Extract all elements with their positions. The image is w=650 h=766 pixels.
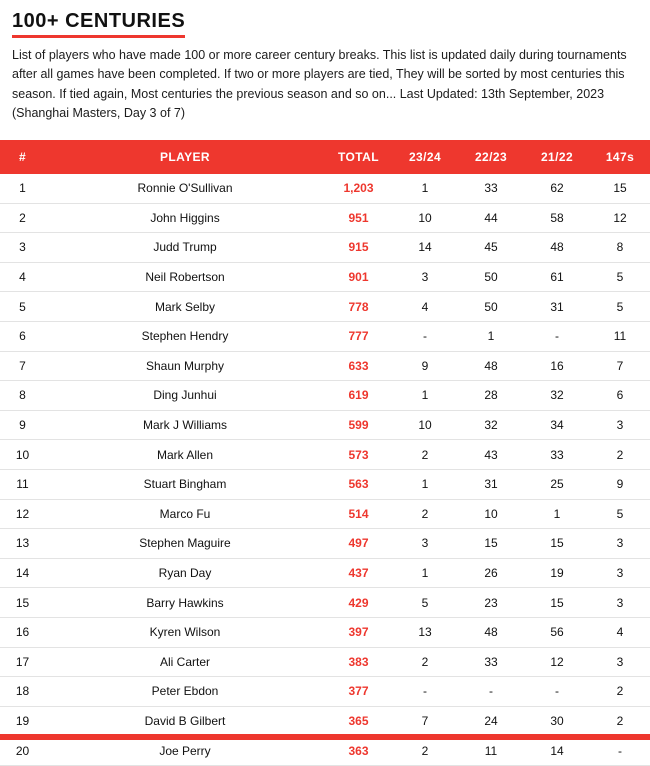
player-cell: John Higgins xyxy=(45,203,325,233)
season-2223-cell: 15 xyxy=(458,529,524,559)
season-2122-cell: 32 xyxy=(524,381,590,411)
player-cell: Shaun Murphy xyxy=(45,351,325,381)
season-2223-cell: 26 xyxy=(458,558,524,588)
season-2122-cell: 25 xyxy=(524,469,590,499)
page-intro xyxy=(0,0,650,132)
header-rank: # xyxy=(0,140,45,174)
season-2324-cell: 4 xyxy=(392,292,458,322)
player-cell: Kyren Wilson xyxy=(45,617,325,647)
season-2122-cell: 33 xyxy=(524,440,590,470)
season-2324-cell: 9 xyxy=(392,351,458,381)
season-2223-cell: 32 xyxy=(458,410,524,440)
centuries-table xyxy=(0,140,650,766)
player-cell: Neil Robertson xyxy=(45,262,325,292)
147s-cell: 5 xyxy=(590,499,650,529)
player-cell: Judd Trump xyxy=(45,233,325,263)
147s-cell: 2 xyxy=(590,706,650,736)
rank-cell: 16 xyxy=(0,617,45,647)
table-row xyxy=(0,736,650,766)
total-cell: 619 xyxy=(325,381,392,411)
147s-cell: 3 xyxy=(590,647,650,677)
season-2223-cell: 50 xyxy=(458,292,524,322)
rank-cell: 4 xyxy=(0,262,45,292)
season-2223-cell: 33 xyxy=(458,174,524,204)
player-cell: Stephen Hendry xyxy=(45,321,325,351)
season-2122-cell: 34 xyxy=(524,410,590,440)
next-section-bar xyxy=(0,734,650,740)
season-2223-cell: 48 xyxy=(458,617,524,647)
season-2324-cell: 1 xyxy=(392,381,458,411)
season-2122-cell: 56 xyxy=(524,617,590,647)
season-2324-cell: 3 xyxy=(392,262,458,292)
147s-cell: 12 xyxy=(590,203,650,233)
season-2324-cell: - xyxy=(392,677,458,707)
table-row xyxy=(0,233,650,263)
table-row xyxy=(0,381,650,411)
147s-cell: 3 xyxy=(590,410,650,440)
table-row xyxy=(0,677,650,707)
player-cell: Mark Selby xyxy=(45,292,325,322)
rank-cell: 9 xyxy=(0,410,45,440)
147s-cell: 8 xyxy=(590,233,650,263)
rank-cell: 10 xyxy=(0,440,45,470)
total-cell: 383 xyxy=(325,647,392,677)
table-row xyxy=(0,321,650,351)
rank-cell: 14 xyxy=(0,558,45,588)
season-2324-cell: 10 xyxy=(392,410,458,440)
player-cell: Ali Carter xyxy=(45,647,325,677)
season-2122-cell: 12 xyxy=(524,647,590,677)
season-2122-cell: 14 xyxy=(524,736,590,766)
player-cell: Ryan Day xyxy=(45,558,325,588)
player-cell: Ding Junhui xyxy=(45,381,325,411)
total-cell: 573 xyxy=(325,440,392,470)
table-row xyxy=(0,617,650,647)
total-cell: 951 xyxy=(325,203,392,233)
147s-cell: 11 xyxy=(590,321,650,351)
total-cell: 363 xyxy=(325,736,392,766)
season-2122-cell: 61 xyxy=(524,262,590,292)
total-cell: 777 xyxy=(325,321,392,351)
table-row xyxy=(0,203,650,233)
player-cell: David B Gilbert xyxy=(45,706,325,736)
table-row xyxy=(0,588,650,618)
table-row xyxy=(0,558,650,588)
page-title: 100+ CENTURIES xyxy=(12,10,185,38)
player-cell: Mark J Williams xyxy=(45,410,325,440)
rank-cell: 7 xyxy=(0,351,45,381)
player-cell: Peter Ebdon xyxy=(45,677,325,707)
rank-cell: 3 xyxy=(0,233,45,263)
header-season-2324: 23/24 xyxy=(392,140,458,174)
147s-cell: 2 xyxy=(590,677,650,707)
player-cell: Stephen Maguire xyxy=(45,529,325,559)
season-2223-cell: 23 xyxy=(458,588,524,618)
season-2223-cell: - xyxy=(458,677,524,707)
player-cell: Stuart Bingham xyxy=(45,469,325,499)
total-cell: 497 xyxy=(325,529,392,559)
table-row xyxy=(0,440,650,470)
season-2122-cell: 30 xyxy=(524,706,590,736)
rank-cell: 18 xyxy=(0,677,45,707)
147s-cell: 9 xyxy=(590,469,650,499)
table-row xyxy=(0,351,650,381)
147s-cell: 2 xyxy=(590,440,650,470)
season-2223-cell: 28 xyxy=(458,381,524,411)
table-body xyxy=(0,174,650,766)
player-cell: Ronnie O'Sullivan xyxy=(45,174,325,204)
total-cell: 377 xyxy=(325,677,392,707)
rank-cell: 6 xyxy=(0,321,45,351)
season-2324-cell: 13 xyxy=(392,617,458,647)
season-2324-cell: - xyxy=(392,321,458,351)
total-cell: 1,203 xyxy=(325,174,392,204)
season-2122-cell: 16 xyxy=(524,351,590,381)
rank-cell: 20 xyxy=(0,736,45,766)
season-2324-cell: 2 xyxy=(392,736,458,766)
season-2122-cell: 19 xyxy=(524,558,590,588)
season-2122-cell: 31 xyxy=(524,292,590,322)
rank-cell: 19 xyxy=(0,706,45,736)
season-2324-cell: 10 xyxy=(392,203,458,233)
season-2324-cell: 14 xyxy=(392,233,458,263)
table-row xyxy=(0,292,650,322)
player-cell: Marco Fu xyxy=(45,499,325,529)
table-header-row xyxy=(0,140,650,174)
147s-cell: 4 xyxy=(590,617,650,647)
season-2122-cell: 15 xyxy=(524,529,590,559)
rank-cell: 11 xyxy=(0,469,45,499)
season-2324-cell: 2 xyxy=(392,440,458,470)
season-2223-cell: 1 xyxy=(458,321,524,351)
total-cell: 915 xyxy=(325,233,392,263)
season-2122-cell: 1 xyxy=(524,499,590,529)
total-cell: 429 xyxy=(325,588,392,618)
table-row xyxy=(0,469,650,499)
rank-cell: 15 xyxy=(0,588,45,618)
147s-cell: 15 xyxy=(590,174,650,204)
147s-cell: 3 xyxy=(590,529,650,559)
147s-cell: 3 xyxy=(590,588,650,618)
table-row xyxy=(0,499,650,529)
147s-cell: 6 xyxy=(590,381,650,411)
total-cell: 778 xyxy=(325,292,392,322)
season-2122-cell: 62 xyxy=(524,174,590,204)
season-2122-cell: - xyxy=(524,677,590,707)
header-season-2122: 21/22 xyxy=(524,140,590,174)
season-2324-cell: 5 xyxy=(392,588,458,618)
total-cell: 633 xyxy=(325,351,392,381)
season-2223-cell: 45 xyxy=(458,233,524,263)
page-description: List of players who have made 100 or more career century breaks. This list is updated daily during tournaments after all games have been completed. If two or more players are tied, They will be sorted by most centuries this season. If tied again, Most centuries the previous season and so on... Last Updated: 13th September, 2023 (Shanghai Masters, Day 3 of 7) xyxy=(12,48,627,121)
table-row xyxy=(0,174,650,204)
header-player: PLAYER xyxy=(45,140,325,174)
header-147s: 147s xyxy=(590,140,650,174)
147s-cell: 5 xyxy=(590,262,650,292)
147s-cell: 7 xyxy=(590,351,650,381)
season-2324-cell: 1 xyxy=(392,469,458,499)
rank-cell: 1 xyxy=(0,174,45,204)
rank-cell: 2 xyxy=(0,203,45,233)
season-2223-cell: 50 xyxy=(458,262,524,292)
table-row xyxy=(0,647,650,677)
rank-cell: 12 xyxy=(0,499,45,529)
season-2324-cell: 3 xyxy=(392,529,458,559)
header-total: TOTAL xyxy=(325,140,392,174)
player-cell: Joe Perry xyxy=(45,736,325,766)
table-row xyxy=(0,410,650,440)
total-cell: 599 xyxy=(325,410,392,440)
total-cell: 397 xyxy=(325,617,392,647)
season-2324-cell: 2 xyxy=(392,647,458,677)
rank-cell: 5 xyxy=(0,292,45,322)
rank-cell: 13 xyxy=(0,529,45,559)
rank-cell: 8 xyxy=(0,381,45,411)
total-cell: 901 xyxy=(325,262,392,292)
season-2223-cell: 10 xyxy=(458,499,524,529)
147s-cell: 3 xyxy=(590,558,650,588)
total-cell: 563 xyxy=(325,469,392,499)
season-2122-cell: - xyxy=(524,321,590,351)
season-2324-cell: 7 xyxy=(392,706,458,736)
season-2122-cell: 15 xyxy=(524,588,590,618)
table-row xyxy=(0,529,650,559)
header-season-2223: 22/23 xyxy=(458,140,524,174)
season-2223-cell: 31 xyxy=(458,469,524,499)
total-cell: 437 xyxy=(325,558,392,588)
total-cell: 365 xyxy=(325,706,392,736)
table-row xyxy=(0,262,650,292)
table-row xyxy=(0,706,650,736)
player-cell: Mark Allen xyxy=(45,440,325,470)
season-2324-cell: 1 xyxy=(392,174,458,204)
147s-cell: - xyxy=(590,736,650,766)
season-2324-cell: 1 xyxy=(392,558,458,588)
total-cell: 514 xyxy=(325,499,392,529)
season-2223-cell: 11 xyxy=(458,736,524,766)
rank-cell: 17 xyxy=(0,647,45,677)
season-2223-cell: 43 xyxy=(458,440,524,470)
season-2122-cell: 48 xyxy=(524,233,590,263)
season-2122-cell: 58 xyxy=(524,203,590,233)
player-cell: Barry Hawkins xyxy=(45,588,325,618)
season-2223-cell: 24 xyxy=(458,706,524,736)
147s-cell: 5 xyxy=(590,292,650,322)
season-2324-cell: 2 xyxy=(392,499,458,529)
season-2223-cell: 33 xyxy=(458,647,524,677)
season-2223-cell: 48 xyxy=(458,351,524,381)
season-2223-cell: 44 xyxy=(458,203,524,233)
